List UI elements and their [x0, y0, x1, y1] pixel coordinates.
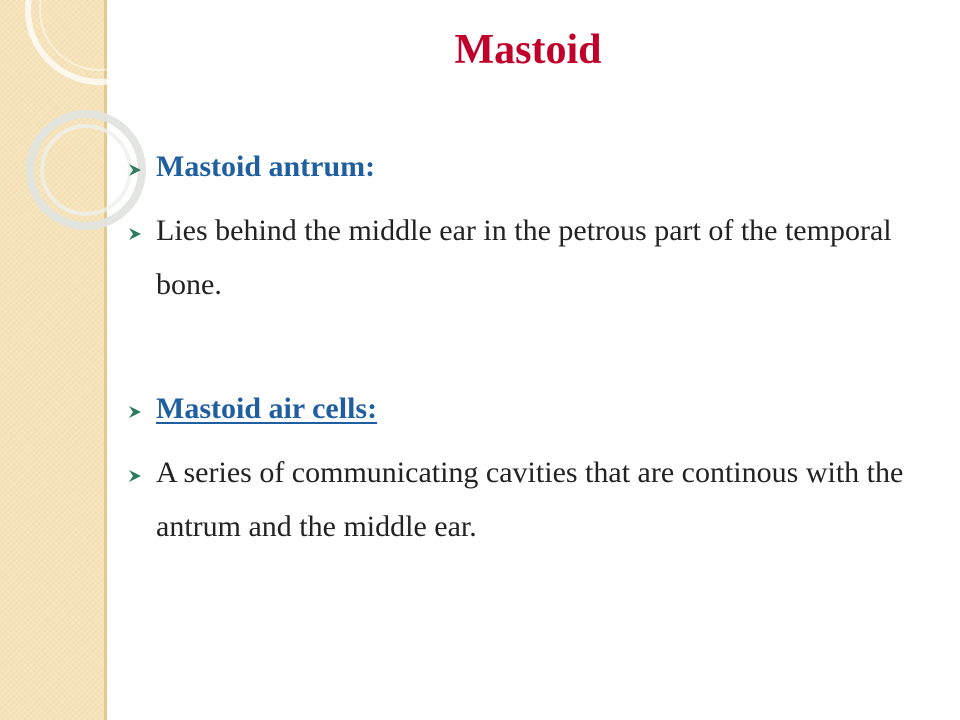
- arrowhead-bullet-icon: [128, 405, 142, 419]
- bullet-heading-mastoid-air-cells: [128, 382, 938, 436]
- bullet-antrum-description: [128, 204, 938, 312]
- air-cells-link[interactable]: Mastoid air cells:: [156, 392, 378, 425]
- bullet-list: [128, 140, 938, 554]
- arrowhead-bullet-icon: [128, 469, 142, 483]
- arrowhead-bullet-icon: [128, 163, 142, 177]
- bullet-text: A series of communicating cavities that are continous with the antrum and the middle ear.: [156, 456, 904, 543]
- bullet-text: Lies behind the middle ear in the petrous part of the temporal bone.: [156, 214, 892, 301]
- arrowhead-bullet-icon: [128, 227, 142, 241]
- bullet-text: Mastoid antrum:: [156, 150, 376, 183]
- bullet-heading-mastoid-antrum: [128, 140, 938, 194]
- slide-title: Mastoid: [454, 27, 602, 73]
- bullet-air-cells-description: [128, 446, 938, 554]
